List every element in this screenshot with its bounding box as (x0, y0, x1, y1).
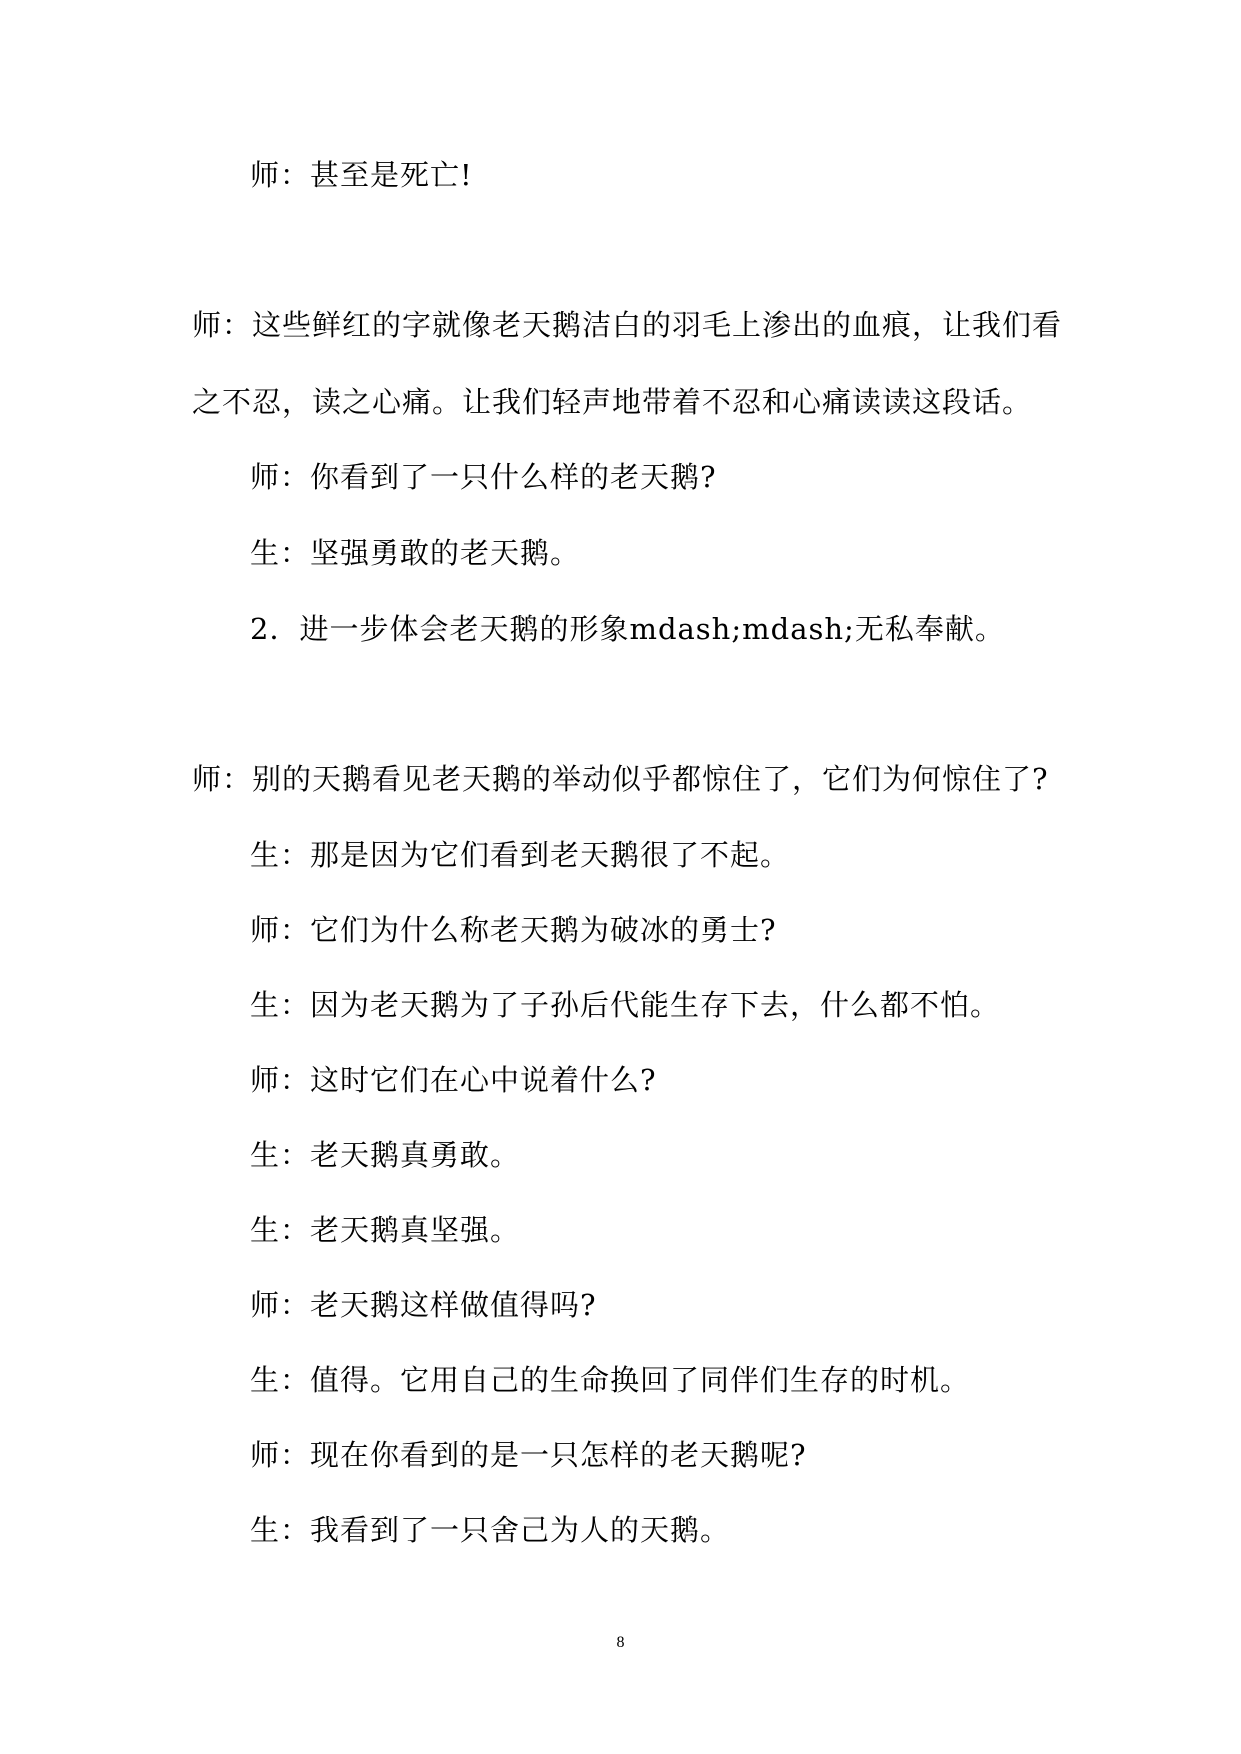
paragraph-student-strong: 生：老天鹅真坚强。 (250, 1213, 521, 1247)
paragraph-teacher-stunned: 师：别的天鹅看见老天鹅的举动似乎都惊住了，它们为何惊住了? (192, 762, 1049, 796)
paragraph-student-remarkable: 生：那是因为它们看到老天鹅很了不起。 (250, 838, 791, 872)
paragraph-teacher-red-words-line1: 师：这些鲜红的字就像老天鹅洁白的羽毛上渗出的血痕，让我们看 (192, 308, 1063, 342)
paragraph-teacher-worth-it: 师：老天鹅这样做值得吗? (250, 1288, 597, 1322)
paragraph-student-not-afraid: 生：因为老天鹅为了子孙后代能生存下去，什么都不怕。 (250, 988, 1001, 1022)
paragraph-student-selfless: 生：我看到了一只舍己为人的天鹅。 (250, 1513, 731, 1547)
section-heading-selfless: 2．进一步体会老天鹅的形象mdash;mdash;无私奉献。 (250, 612, 1005, 646)
paragraph-student-brave-swan: 生：坚强勇敢的老天鹅。 (250, 536, 581, 570)
paragraph-teacher-red-words-line2: 之不忍，读之心痛。让我们轻声地带着不忍和心痛读读这段话。 (192, 385, 1033, 419)
paragraph-teacher-saying: 师：这时它们在心中说着什么? (250, 1063, 657, 1097)
paragraph-teacher-ice-warrior: 师：它们为什么称老天鹅为破冰的勇士? (250, 913, 777, 947)
paragraph-student-brave: 生：老天鹅真勇敢。 (250, 1138, 521, 1172)
paragraph-teacher-death: 师：甚至是死亡! (250, 158, 473, 192)
paragraph-teacher-what-now: 师：现在你看到的是一只怎样的老天鹅呢? (250, 1438, 807, 1472)
paragraph-teacher-what-swan: 师：你看到了一只什么样的老天鹅? (250, 460, 717, 494)
page-number: 8 (616, 1634, 625, 1651)
paragraph-student-worth-it: 生：值得。它用自己的生命换回了同伴们生存的时机。 (250, 1363, 971, 1397)
